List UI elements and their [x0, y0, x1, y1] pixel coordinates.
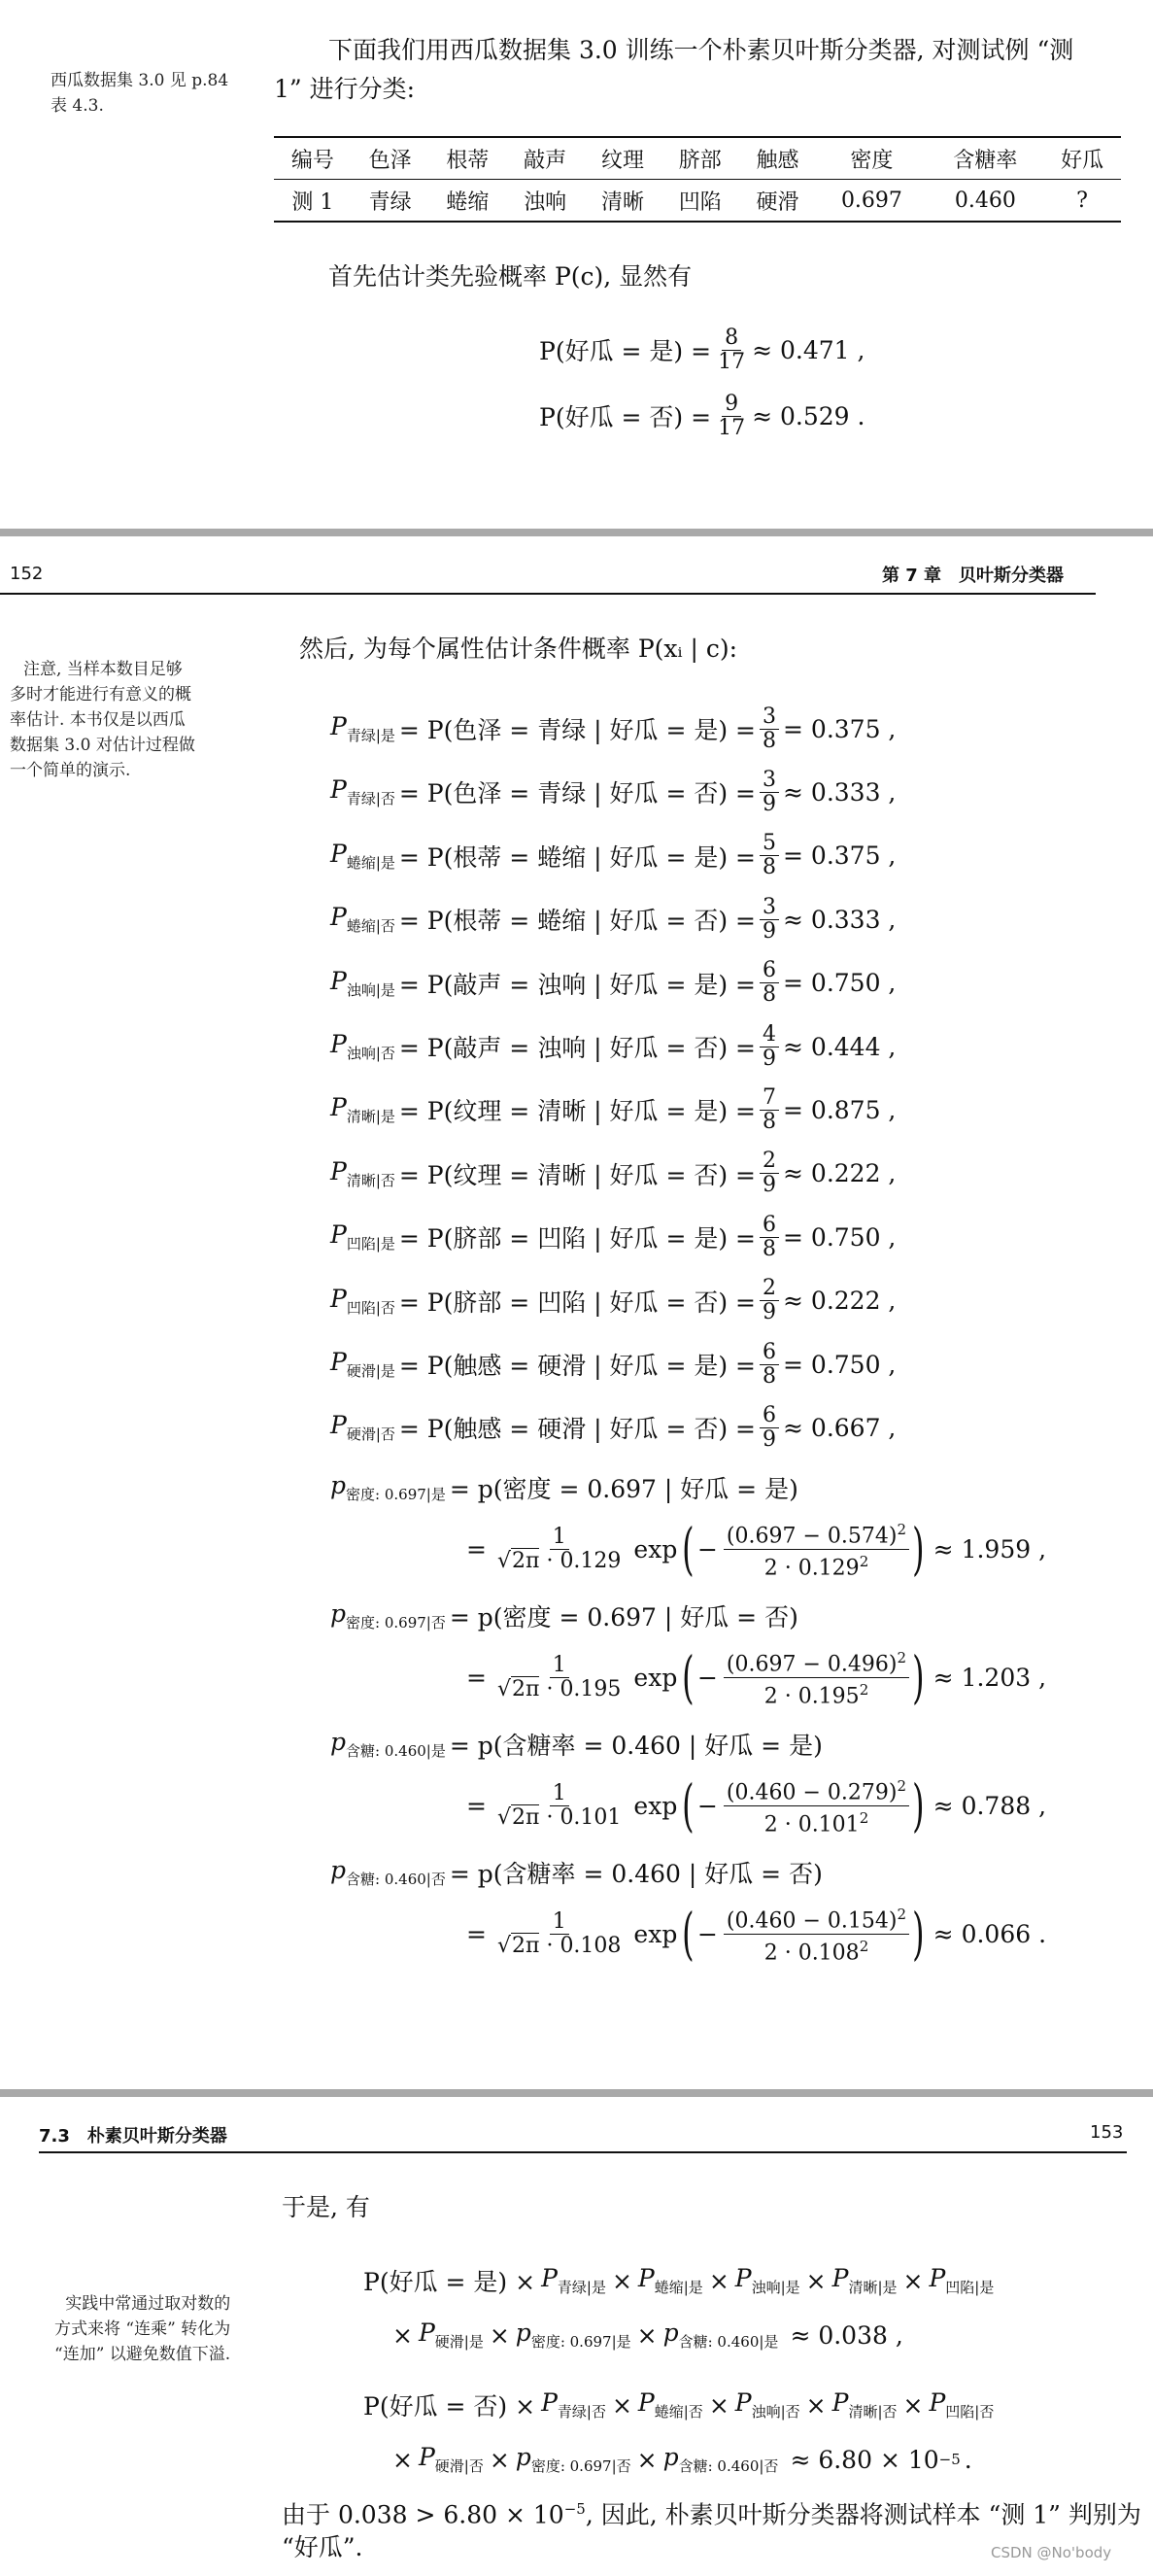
- prob-term: $P_{蜷缩|否}$: [637, 2388, 703, 2421]
- test-sample-table: [274, 136, 1121, 223]
- table-header: 纹理: [584, 137, 661, 180]
- right-paren: ): [912, 1772, 925, 1838]
- fraction: [760, 1150, 779, 1197]
- page-number: 153: [1090, 2122, 1124, 2143]
- exp-denominator: 2 · 0.108: [763, 1940, 860, 1965]
- posterior-lhs: P(好瓜 = 是) ×: [363, 2268, 536, 2296]
- table-cell: 测 1: [274, 180, 352, 223]
- prob-term: $P_{清晰|是}$: [831, 2264, 898, 2296]
- denominator: $2 \cdot 0.129^2$: [763, 1552, 869, 1580]
- table-header: 含糖率: [928, 137, 1044, 180]
- numerator: 2: [760, 1277, 779, 1301]
- table-cell: 清晰: [584, 180, 661, 223]
- density-term: $p_{含糖: 0.460|是}$: [662, 2318, 779, 2351]
- eq-rhs: ≈ 0.222 ,: [783, 1159, 897, 1188]
- prob-symbol: $P_{青绿|是}$: [330, 712, 395, 744]
- prob-subscript: 浊响|是: [346, 980, 395, 999]
- denominator: 8: [763, 982, 777, 1008]
- posterior-row-cont: [392, 2438, 972, 2481]
- density-subscript: 密度: 0.697|是: [530, 2333, 631, 2351]
- page-number: 152: [10, 564, 44, 584]
- table-header: 密度: [816, 137, 927, 180]
- eq-mid: = P(色泽 = 青绿 | 好瓜 = 是) =: [398, 716, 757, 744]
- prob-symbol: $P_{青绿|否}$: [330, 775, 395, 808]
- density-formula: [466, 1512, 1046, 1586]
- numerator: 6: [760, 1404, 779, 1428]
- left-paren: (: [682, 1644, 695, 1710]
- density-symbol: $p_{密度: 0.697|否}$: [330, 1599, 446, 1631]
- cond-prob-row: [330, 892, 896, 946]
- eq-mid: = p(含糖率 = 0.460 | 好瓜 = 是): [449, 1732, 823, 1760]
- times-sign: ×: [636, 2445, 658, 2474]
- fraction: [494, 1654, 624, 1701]
- cond-prob-row: [330, 829, 896, 883]
- prob-symbol: $P_{蜷缩|否}$: [330, 903, 395, 936]
- posterior-row: [363, 2384, 994, 2426]
- prob-subscript: 浊响|否: [346, 1045, 395, 1062]
- posterior-rhs: ≈ 6.80 × 10: [790, 2445, 939, 2474]
- denominator: 9: [763, 1173, 777, 1198]
- prob-subscript: 蜷缩|否: [654, 2403, 703, 2421]
- prob-term: $P_{青绿|是}$: [541, 2264, 606, 2296]
- density-symbol: $p_{含糖: 0.460|是}$: [330, 1728, 446, 1760]
- density-term: $p_{密度: 0.697|是}$: [515, 2318, 631, 2351]
- denominator: 8: [763, 728, 777, 753]
- denominator: 17: [718, 349, 746, 374]
- prob-term: $P_{清晰|否}$: [831, 2388, 898, 2421]
- times-sign: ×: [805, 2266, 827, 2295]
- margin-note-sample-size: [10, 657, 195, 783]
- cond-prob-row: [330, 1400, 896, 1455]
- fraction: [715, 393, 748, 440]
- times-sign: ×: [489, 2320, 510, 2350]
- prob-symbol: $P_{清晰|否}$: [330, 1156, 395, 1189]
- prob-subscript: 清晰|是: [346, 1108, 395, 1126]
- times-sign: ×: [636, 2320, 658, 2350]
- posterior-intro: 于是, 有: [282, 2193, 370, 2221]
- fraction: [724, 1646, 909, 1708]
- conclusion-cont: “好瓜”.: [282, 2533, 363, 2561]
- prob-subscript: 蜷缩|是: [346, 853, 395, 872]
- fraction: [760, 1277, 779, 1324]
- eq-rhs: ≈ 1.203 ,: [933, 1663, 1047, 1692]
- density-term: $p_{含糖: 0.460|否}$: [662, 2443, 779, 2475]
- numerator: 2: [760, 1150, 779, 1174]
- numerator: 3: [760, 769, 779, 793]
- note-line: 表 4.3.: [51, 96, 104, 116]
- prior-equation: [539, 321, 865, 379]
- denominator: 8: [763, 1236, 777, 1261]
- density-formula: [466, 1640, 1046, 1714]
- fraction: [760, 1214, 779, 1261]
- denominator: 9: [763, 1300, 777, 1325]
- numerator: $(0.697 - 0.496)^2$: [724, 1646, 909, 1677]
- fraction: [715, 326, 748, 374]
- prior-equation: [539, 387, 865, 445]
- numerator: 6: [760, 959, 779, 983]
- table-cell: ?: [1043, 180, 1121, 223]
- eq-mid: = p(密度 = 0.697 | 好瓜 = 否): [449, 1603, 798, 1631]
- note-line: 率估计. 本书仅是以西瓜: [10, 710, 186, 730]
- prob-symbol: $P_{硬滑|否}$: [330, 1411, 395, 1444]
- table-header: 根蒂: [429, 137, 507, 180]
- times-sign: ×: [902, 2390, 924, 2420]
- prob-symbol: $P_{凹陷|否}$: [330, 1284, 395, 1317]
- density-subscript: 含糖: 0.460|否: [678, 2457, 779, 2475]
- prob-subscript: 青绿|是: [557, 2279, 606, 2296]
- exp-function: exp: [633, 1534, 678, 1563]
- denominator: 8: [763, 1109, 777, 1134]
- eq-lhs: P(好瓜 = 是) =: [539, 337, 712, 365]
- times-sign: ×: [902, 2266, 924, 2295]
- eq-mid: = P(触感 = 硬滑 | 好瓜 = 否) =: [398, 1415, 757, 1444]
- denominator: 9: [763, 1426, 777, 1452]
- sigma-value: 0.195: [560, 1676, 622, 1701]
- equals-sign: =: [466, 1534, 487, 1563]
- density-formula: [466, 1769, 1046, 1842]
- denominator: √2π · 0.195: [496, 1676, 622, 1701]
- fraction: [494, 1910, 624, 1958]
- eq-mid: = P(根蒂 = 蜷缩 | 好瓜 = 是) =: [398, 842, 757, 872]
- exp-function: exp: [633, 1919, 678, 1948]
- cond-prob-row: [330, 1019, 896, 1074]
- prob-symbol: $P_{蜷缩|是}$: [330, 839, 395, 872]
- numerator: $(0.460 - 0.279)^2$: [724, 1774, 909, 1805]
- numerator: 1: [550, 1782, 569, 1806]
- times-sign: ×: [489, 2445, 510, 2474]
- table-header: 脐部: [661, 137, 739, 180]
- eq-rhs: ≈ 0.529 .: [752, 401, 865, 430]
- posterior-row-cont: [392, 2314, 903, 2356]
- eq-rhs: = 0.750 ,: [783, 969, 897, 998]
- prob-term: $P_{浊响|是}$: [734, 2264, 800, 2296]
- header-rule: [0, 593, 1096, 595]
- exp-numerator: (0.460 − 0.279): [726, 1780, 898, 1805]
- eq-rhs: ≈ 0.066 .: [933, 1919, 1047, 1948]
- equals-sign: =: [466, 1791, 487, 1820]
- fraction: [760, 959, 779, 1007]
- cond-prob-row: [330, 1274, 896, 1328]
- sigma-value: 0.129: [560, 1548, 622, 1573]
- prob-subscript: 凹陷|是: [346, 1235, 395, 1254]
- right-paren: ): [912, 1901, 925, 1967]
- fraction: [724, 1903, 909, 1965]
- prob-symbol: $P_{浊响|否}$: [330, 1030, 395, 1062]
- fraction: [760, 1341, 779, 1389]
- density-symbol: $p_{含糖: 0.460|否}$: [330, 1856, 446, 1888]
- denominator: 9: [763, 918, 777, 944]
- prob-term: $P_{蜷缩|是}$: [637, 2264, 703, 2296]
- period: .: [964, 2445, 972, 2474]
- prob-subscript: 硬滑|否: [346, 1425, 395, 1444]
- table-header: 色泽: [352, 137, 429, 180]
- watermark: CSDN @No'body: [991, 2544, 1112, 2561]
- exp-denominator: 2 · 0.129: [763, 1555, 860, 1580]
- denominator: $2 \cdot 0.101^2$: [763, 1808, 869, 1837]
- table-header: 编号: [274, 137, 352, 180]
- note-line: 西瓜数据集 3.0 见 p.84: [51, 71, 229, 90]
- fraction: [494, 1526, 624, 1573]
- prob-subscript: 硬滑|是: [346, 1362, 395, 1380]
- minus-sign: −: [696, 1919, 718, 1948]
- numerator: 3: [760, 705, 779, 730]
- table-cell: 0.697: [816, 180, 927, 223]
- section-title: 7.3 朴素贝叶斯分类器: [39, 2126, 227, 2147]
- times-sign: ×: [708, 2390, 729, 2420]
- denominator: 9: [763, 791, 777, 816]
- density-subscript: 密度: 0.697|是: [346, 1486, 446, 1503]
- numerator: 9: [722, 393, 741, 417]
- eq-mid: = P(纹理 = 清晰 | 好瓜 = 否) =: [398, 1160, 757, 1189]
- prob-term: $P_{硬滑|是}$: [418, 2318, 484, 2351]
- denominator: √2π · 0.129: [496, 1548, 622, 1573]
- times-sign: ×: [708, 2266, 729, 2295]
- eq-mid: = p(含糖率 = 0.460 | 好瓜 = 否): [449, 1860, 823, 1888]
- eq-mid: = P(脐部 = 凹陷 | 好瓜 = 是) =: [398, 1224, 757, 1254]
- eq-rhs: ≈ 0.222 ,: [783, 1287, 897, 1316]
- numerator: 5: [760, 832, 779, 856]
- prob-symbol: $P_{清晰|是}$: [330, 1093, 395, 1126]
- prob-subscript: 蜷缩|否: [346, 917, 395, 936]
- eq-mid: = P(根蒂 = 蜷缩 | 好瓜 = 否) =: [398, 907, 757, 936]
- prob-subscript: 青绿|否: [557, 2403, 606, 2421]
- times-sign: ×: [392, 2320, 413, 2350]
- times-sign: ×: [805, 2390, 827, 2420]
- numerator: 4: [760, 1023, 779, 1048]
- eq-rhs: ≈ 0.333 ,: [783, 905, 897, 934]
- intro-text-cont: 1” 进行分类:: [274, 75, 416, 103]
- times-sign: ×: [611, 2390, 632, 2420]
- prob-term: $P_{凹陷|是}$: [929, 2264, 995, 2296]
- exp-function: exp: [633, 1663, 678, 1692]
- exp-function: exp: [633, 1791, 678, 1820]
- prob-subscript: 硬滑|是: [434, 2333, 484, 2351]
- minus-sign: −: [696, 1534, 718, 1563]
- numerator: $(0.697 - 0.574)^2$: [724, 1518, 909, 1549]
- left-paren: (: [682, 1772, 695, 1838]
- page-separator: [0, 529, 1153, 536]
- prob-subscript: 浊响|是: [751, 2279, 800, 2296]
- exponent: −5: [563, 2500, 586, 2518]
- exp-numerator: (0.460 − 0.154): [726, 1908, 898, 1934]
- eq-mid: = P(敲声 = 浊响 | 好瓜 = 否) =: [398, 1034, 757, 1062]
- cond-prob-row: [330, 1082, 896, 1137]
- right-paren: ): [912, 1644, 925, 1710]
- density-row: [330, 1728, 823, 1761]
- prob-subscript: 凹陷|否: [945, 2403, 995, 2421]
- denominator: 9: [763, 1046, 777, 1071]
- posterior-lhs: P(好瓜 = 否) ×: [363, 2392, 536, 2421]
- right-paren: ): [912, 1516, 925, 1582]
- note-line: 数据集 3.0 对估计过程做: [10, 736, 195, 755]
- eq-rhs: ≈ 1.959 ,: [933, 1534, 1047, 1563]
- denominator: $2 \cdot 0.195^2$: [763, 1680, 869, 1708]
- fraction: [760, 1086, 779, 1134]
- prob-subscript: 凹陷|否: [346, 1298, 395, 1317]
- fraction: [494, 1782, 624, 1830]
- numerator: 8: [722, 326, 741, 351]
- fraction: [724, 1518, 909, 1580]
- density-row: [330, 1856, 823, 1889]
- numerator: 1: [550, 1526, 569, 1550]
- prob-subscript: 青绿|否: [346, 790, 395, 808]
- sigma-value: 0.108: [560, 1933, 622, 1958]
- fraction: [760, 1023, 779, 1071]
- minus-sign: −: [696, 1791, 718, 1820]
- eq-lhs: P(好瓜 = 否) =: [539, 403, 712, 431]
- equals-sign: =: [466, 1663, 487, 1692]
- eq-rhs: ≈ 0.471 ,: [752, 335, 865, 364]
- times-sign: ×: [392, 2445, 413, 2474]
- prob-term: $P_{凹陷|否}$: [929, 2388, 995, 2421]
- density-row: [330, 1599, 798, 1632]
- eq-rhs: ≈ 0.444 ,: [783, 1032, 897, 1061]
- minus-sign: −: [696, 1663, 718, 1692]
- note-line: 多时才能进行有意义的概: [10, 685, 191, 704]
- note-line: 方式来将 “连乘” 转化为: [54, 2319, 231, 2339]
- fraction: [760, 832, 779, 879]
- note-line: 一个简单的演示.: [10, 761, 131, 780]
- eq-rhs: = 0.750 ,: [783, 1350, 897, 1379]
- exp-numerator: (0.697 − 0.496): [726, 1652, 898, 1677]
- prob-subscript: 蜷缩|是: [654, 2279, 703, 2296]
- conclusion: [282, 2490, 1141, 2534]
- density-subscript: 密度: 0.697|否: [530, 2457, 631, 2475]
- intro-text: 下面我们用西瓜数据集 3.0 训练一个朴素贝叶斯分类器, 对测试例 “测: [328, 36, 1074, 64]
- eq-rhs: ≈ 0.333 ,: [783, 777, 897, 807]
- conclusion-part: , 因此, 朴素贝叶斯分类器将测试样本 “测 1” 判别为: [585, 2500, 1141, 2529]
- fraction: [760, 769, 779, 816]
- sigma-value: 0.101: [560, 1804, 622, 1830]
- exp-denominator: 2 · 0.101: [763, 1811, 860, 1837]
- cond-prob-row: [330, 1147, 896, 1201]
- numerator: 1: [550, 1654, 569, 1678]
- left-paren: (: [682, 1901, 695, 1967]
- density-subscript: 含糖: 0.460|是: [346, 1742, 446, 1760]
- table-row: [274, 180, 1121, 223]
- prior-intro: 首先估计类先验概率 P(c), 显然有: [328, 262, 693, 291]
- table-cell: 浊响: [506, 180, 584, 223]
- chapter-title: 第 7 章 贝叶斯分类器: [882, 566, 1065, 586]
- prob-subscript: 清晰|否: [346, 1171, 395, 1189]
- eq-rhs: = 0.375 ,: [783, 714, 897, 743]
- table-cell: 蜷缩: [429, 180, 507, 223]
- margin-note-dataset: [51, 68, 228, 119]
- exp-denominator: 2 · 0.195: [763, 1683, 860, 1708]
- eq-mid: = p(密度 = 0.697 | 好瓜 = 是): [449, 1475, 798, 1503]
- note-line: 实践中常通过取对数的: [65, 2294, 231, 2314]
- prob-symbol: $P_{硬滑|是}$: [330, 1348, 395, 1380]
- denominator: 8: [763, 855, 777, 880]
- fraction: [760, 896, 779, 944]
- header-rule: [39, 2151, 1127, 2153]
- fraction: [760, 1404, 779, 1452]
- denominator: 8: [763, 1363, 777, 1389]
- numerator: 1: [550, 1910, 569, 1935]
- fraction: [760, 705, 779, 753]
- cond-prob-row: [330, 1210, 896, 1264]
- eq-rhs: = 0.875 ,: [783, 1095, 897, 1124]
- left-paren: (: [682, 1516, 695, 1582]
- cond-prob-row: [330, 956, 896, 1011]
- eq-rhs: ≈ 0.667 ,: [783, 1413, 897, 1442]
- fraction: [724, 1774, 909, 1837]
- posterior-row: [363, 2259, 994, 2302]
- note-line: 注意, 当样本数目足够: [23, 660, 183, 679]
- eq-rhs: = 0.375 ,: [783, 841, 897, 871]
- table-header: 好瓜: [1043, 137, 1121, 180]
- times-sign: ×: [611, 2266, 632, 2295]
- eq-mid: = P(纹理 = 清晰 | 好瓜 = 是) =: [398, 1097, 757, 1126]
- table-header: 触感: [739, 137, 817, 180]
- density-formula: [466, 1897, 1046, 1971]
- prob-subscript: 清晰|否: [848, 2403, 898, 2421]
- numerator: 3: [760, 896, 779, 920]
- density-subscript: 含糖: 0.460|是: [678, 2333, 779, 2351]
- prob-term: $P_{浊响|否}$: [734, 2388, 800, 2421]
- denominator: 17: [718, 415, 746, 440]
- exp-numerator: (0.697 − 0.574): [726, 1524, 898, 1549]
- eq-mid: = P(敲声 = 浊响 | 好瓜 = 是) =: [398, 970, 757, 999]
- cond-intro: 然后, 为每个属性估计条件概率 P(xᵢ | c):: [299, 635, 738, 663]
- denominator: √2π · 0.108: [496, 1933, 622, 1958]
- margin-note-log: [54, 2291, 230, 2367]
- conclusion-part: 由于 0.038 > 6.80 × 10: [282, 2500, 564, 2529]
- numerator: $(0.460 - 0.154)^2$: [724, 1903, 909, 1934]
- cond-prob-row: [330, 1337, 896, 1391]
- prob-term: $P_{硬滑|否}$: [418, 2443, 484, 2475]
- prob-subscript: 凹陷|是: [945, 2279, 995, 2296]
- table-cell: 硬滑: [739, 180, 817, 223]
- prob-subscript: 硬滑|否: [434, 2457, 484, 2475]
- eq-mid: = P(色泽 = 青绿 | 好瓜 = 否) =: [398, 779, 757, 808]
- prob-term: $P_{青绿|否}$: [541, 2388, 606, 2421]
- density-row: [330, 1471, 798, 1504]
- numerator: 6: [760, 1214, 779, 1238]
- eq-mid: = P(脐部 = 凹陷 | 好瓜 = 否) =: [398, 1288, 757, 1317]
- table-cell: 青绿: [352, 180, 429, 223]
- cond-prob-row: [330, 765, 896, 819]
- eq-rhs: ≈ 0.788 ,: [933, 1791, 1047, 1820]
- table-cell: 0.460: [928, 180, 1044, 223]
- numerator: 6: [760, 1341, 779, 1365]
- equals-sign: =: [466, 1919, 487, 1948]
- density-symbol: $p_{密度: 0.697|是}$: [330, 1471, 446, 1503]
- prob-subscript: 青绿|是: [346, 727, 395, 744]
- denominator: $2 \cdot 0.108^2$: [763, 1937, 869, 1965]
- prob-symbol: $P_{凹陷|是}$: [330, 1220, 395, 1254]
- density-subscript: 含糖: 0.460|否: [346, 1871, 446, 1888]
- table-cell: 凹陷: [661, 180, 739, 223]
- table-header-row: [274, 137, 1121, 180]
- eq-mid: = P(触感 = 硬滑 | 好瓜 = 是) =: [398, 1352, 757, 1380]
- density-term: $p_{密度: 0.697|否}$: [515, 2443, 631, 2475]
- eq-rhs: = 0.750 ,: [783, 1222, 897, 1252]
- prob-subscript: 浊响|否: [751, 2403, 800, 2421]
- density-subscript: 密度: 0.697|否: [346, 1614, 446, 1631]
- prob-symbol: $P_{浊响|是}$: [330, 966, 395, 999]
- cond-prob-row: [330, 702, 896, 756]
- numerator: 7: [760, 1086, 779, 1111]
- denominator: √2π · 0.101: [496, 1804, 622, 1830]
- posterior-rhs: ≈ 0.038 ,: [790, 2320, 903, 2350]
- note-line: “连加” 以避免数值下溢.: [54, 2345, 231, 2364]
- page-separator: [0, 2089, 1153, 2097]
- prob-subscript: 清晰|是: [848, 2279, 898, 2296]
- table-header: 敲声: [506, 137, 584, 180]
- exponent: −5: [938, 2451, 961, 2468]
